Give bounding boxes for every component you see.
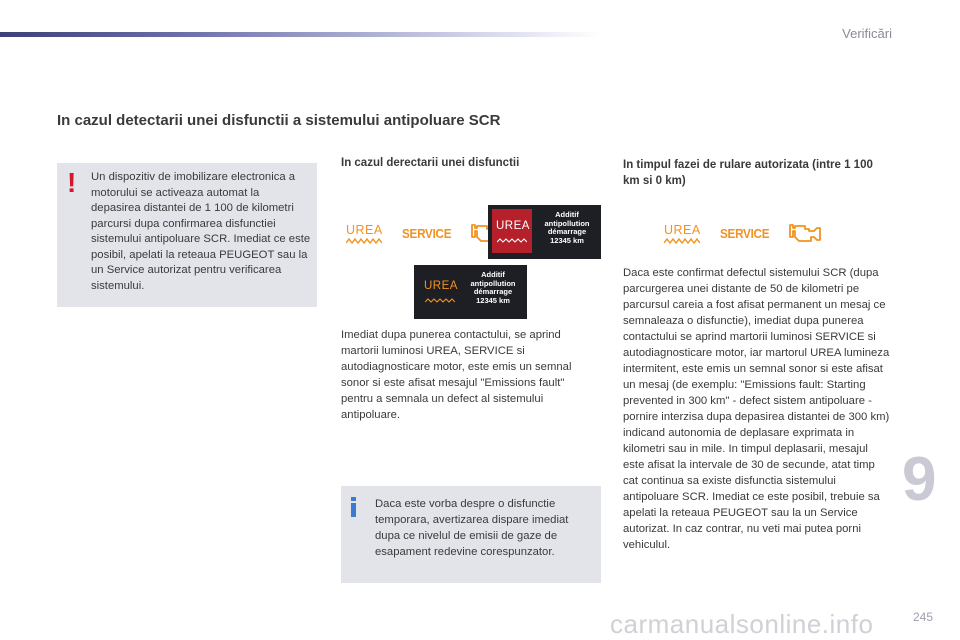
display2-message: Additif antipollution démarrage 12345 km bbox=[470, 270, 516, 305]
page-number: 245 bbox=[913, 610, 934, 624]
urea-lamp-label: UREA bbox=[664, 222, 701, 237]
service-lamp: SERVICE bbox=[402, 225, 452, 241]
watermark: carmanualsonline.info bbox=[610, 609, 874, 639]
section-title: Verificări bbox=[842, 26, 892, 41]
urea-lamp-label: UREA bbox=[346, 222, 383, 237]
display1-message: Additif antipollution démarrage 12345 km bbox=[544, 210, 590, 245]
display1-wave-icon bbox=[497, 238, 527, 243]
urea-wave-icon bbox=[346, 238, 382, 244]
column1-warning-lamps bbox=[346, 220, 505, 246]
urea-wave-icon bbox=[664, 238, 700, 244]
chapter-number: 9 bbox=[902, 445, 937, 514]
urea-lamp bbox=[346, 223, 386, 244]
column2-warning-lamps bbox=[664, 220, 823, 246]
column2-heading: In timpul fazei de rulare autorizata (intre 1 100 km si 0 km) bbox=[623, 159, 873, 187]
column1-heading: In cazul derectarii unei disfunctii bbox=[341, 157, 520, 169]
service-lamp: SERVICE bbox=[720, 225, 770, 241]
info-box bbox=[341, 486, 601, 583]
dashboard-display-2 bbox=[414, 265, 527, 319]
page-title: In cazul detectarii unei disfunctii a sistemului antipoluare SCR bbox=[57, 112, 501, 129]
header-gradient-bar bbox=[0, 32, 600, 37]
warning-text: Un dispozitiv de imobilizare electronica a motorului se activeaza automat la depasirea distantei de 1 100 de kilometri parcursi dupa confirmarea disfunctiei sistemului antipoluare SCR. Imediat ce este posibil, apelati la reteaua PEUGEOT sau la un Service autorizat pentru verificarea sistemului. bbox=[91, 171, 311, 292]
info-text: Daca este vorba despre o disfunctie temporara, avertizarea dispare imediat dupa ce nivelul de emisii de gaze de esapament redevine corespunzator. bbox=[375, 498, 569, 558]
display1-urea-label: UREA bbox=[496, 220, 530, 232]
engine-check-icon bbox=[789, 220, 823, 246]
info-icon bbox=[351, 497, 356, 517]
column1-paragraph: Imediat dupa punerea contactului, se aprind martorii luminosi UREA, SERVICE si autodiagnosticare motor, este emis un semnal sonor si este afisat mesajul "Emissions fault" pentru a semnala un defect al sistemului antipoluare. bbox=[341, 329, 572, 421]
column2-paragraph: Daca este confirmat defectul sistemului SCR (dupa parcurgerea unei distante de 50 de kilometri pe parcursul careia a fost afisat permanent un mesaj ce semnaleaza o disfunctie), imediat dupa punerea contactului se aprind martorii luminosi SERVICE si autodiagnosticare motor, iar martorul UREA lumineza intermitent, este emis un semnal sonor si este afisat un mesaj (de exemplu: "Emissions fault: Starting prevented in 300 km" - defect sistem antipoluare - pornire interzisa dupa depasirea distantei de 300 km) indicand autonomia de deplasare exprimata in kilometri sau in mile. In timpul deplasarii, mesajul este afisat la intervale de 30 de secunde, atat timp cat continua sa existe disfunctia sistemului antipoluare SCR. Imediat ce este posibil, trebuie sa apelati la reteaua PEUGEOT sau la un Service autorizat. In caz contrar, nu veti mai putea porni vehiculul. bbox=[623, 267, 890, 551]
display2-urea-label: UREA bbox=[424, 280, 458, 292]
display2-wave-icon bbox=[425, 298, 455, 303]
warning-box bbox=[57, 163, 317, 307]
exclamation-icon: ! bbox=[67, 167, 77, 198]
dashboard-display-1 bbox=[488, 205, 601, 259]
urea-lamp bbox=[664, 223, 704, 244]
